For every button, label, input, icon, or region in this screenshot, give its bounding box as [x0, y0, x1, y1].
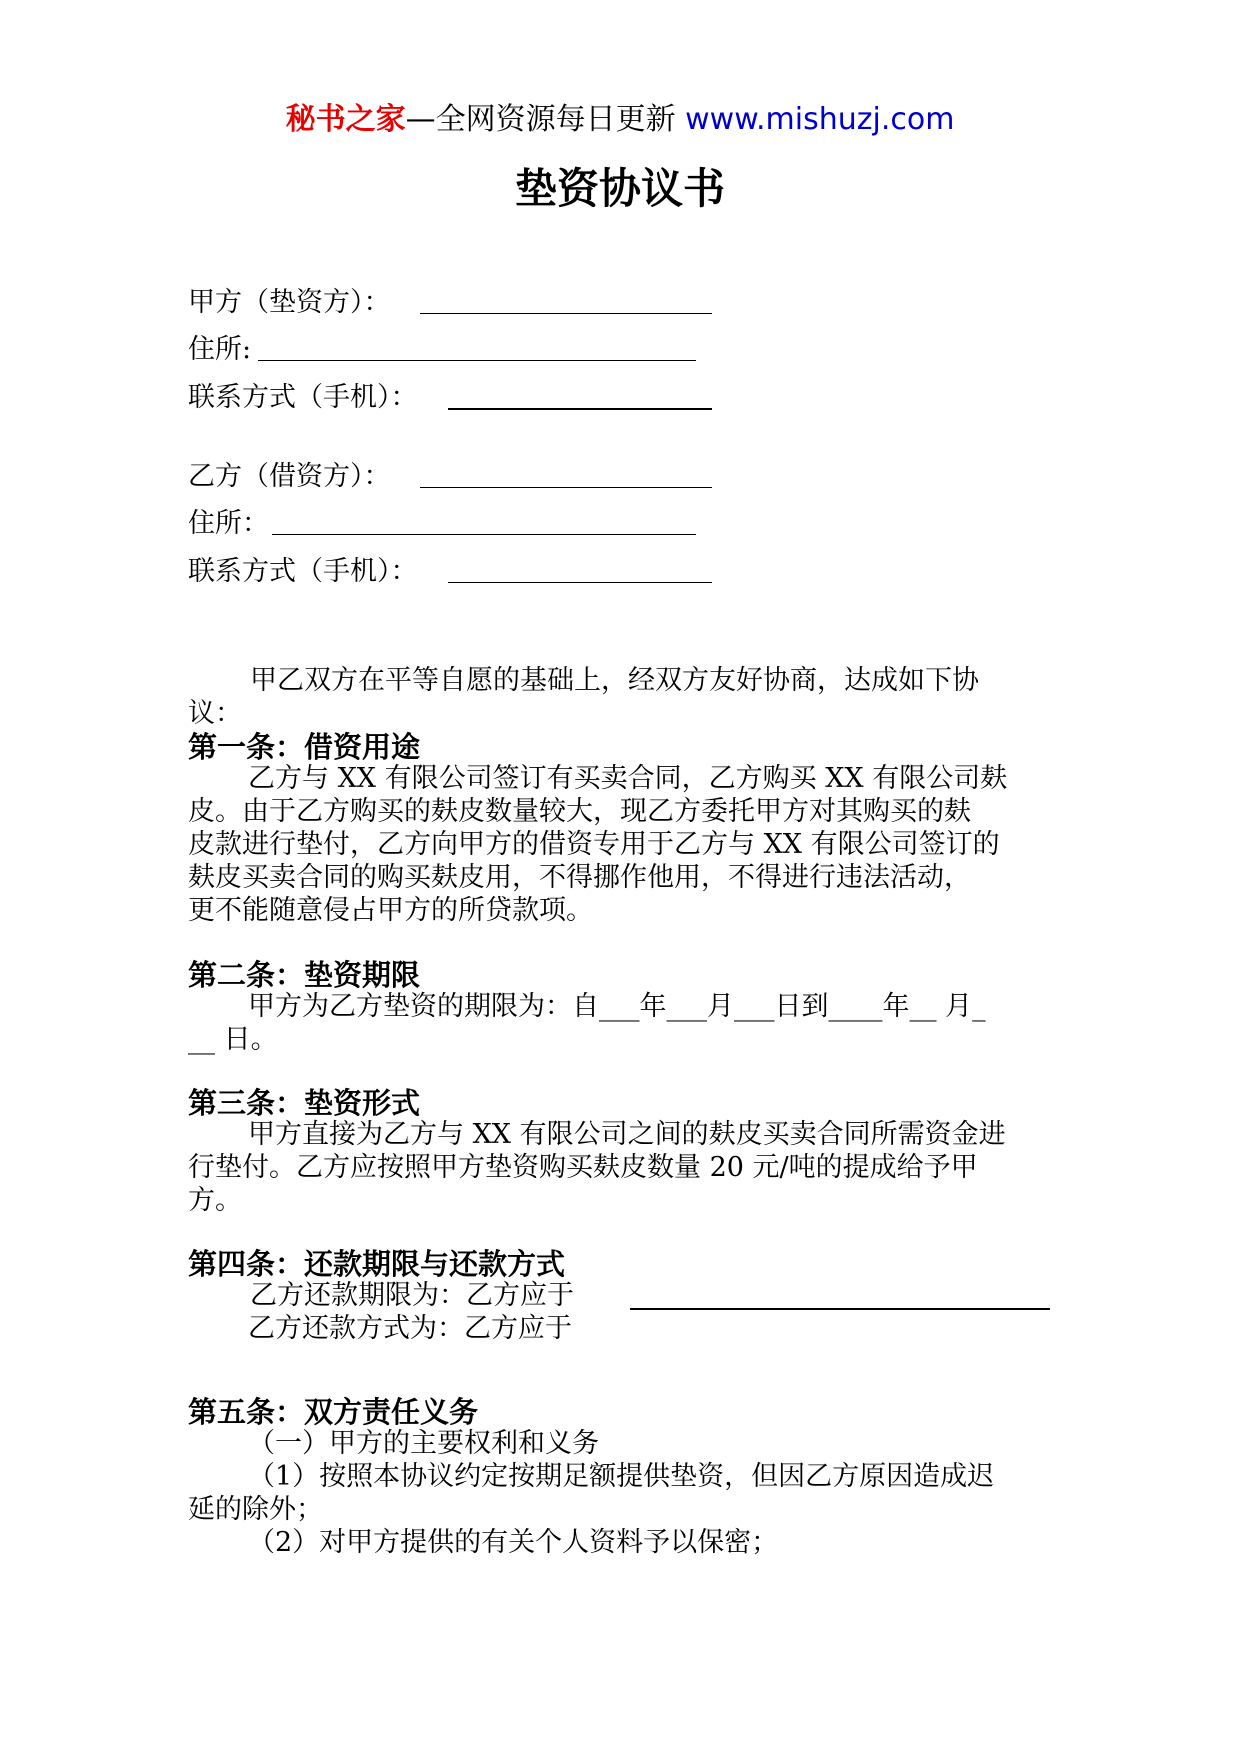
party-b-contact-label: 联系方式（手机）：	[188, 556, 418, 587]
party-a-contact-label: 联系方式（手机）：	[188, 382, 418, 413]
article-3-line: 方。	[188, 1185, 242, 1216]
party-b-address-blank	[272, 534, 696, 535]
article-4-heading: 第四条：还款期限与还款方式	[188, 1247, 566, 1281]
article-3-line: 甲方直接为乙方与 XX 有限公司之间的麸皮买卖合同所需资金进	[248, 1119, 1006, 1150]
intro-line: 议：	[188, 698, 242, 729]
article-2-heading: 第二条：垫资期限	[188, 958, 421, 992]
party-b-contact-blank	[448, 582, 712, 583]
party-a-contact-blank	[448, 408, 712, 410]
banner-tagline: —全网资源每日更新	[405, 102, 676, 137]
party-a-address-label: 住所:	[188, 334, 252, 365]
article-1-line: 更不能随意侵占甲方的所贷款项。	[188, 895, 593, 926]
article-1-line: 麸皮买卖合同的购买麸皮用，不得挪作他用，不得进行违法活动，	[188, 862, 971, 893]
article-5-line: （2）对甲方提供的有关个人资料予以保密；	[248, 1527, 779, 1558]
party-a-name-blank	[420, 313, 712, 314]
article-1-line: 乙方与 XX 有限公司签订有买卖合同，乙方购买 XX 有限公司麸	[248, 763, 1008, 794]
article-5-line: （1）按照本协议约定按期足额提供垫资，但因乙方原因造成迟	[248, 1461, 995, 1492]
article-2-line: __ 日。	[188, 1024, 278, 1055]
site-banner	[0, 100, 1240, 140]
article-1-line: 皮。由于乙方购买的麸皮数量较大，现乙方委托甲方对其购买的麸	[188, 796, 971, 827]
party-b-address-label: 住所：	[188, 508, 269, 539]
party-b-name-label: 乙方（借资方）：	[188, 461, 391, 492]
brand-name: 秘书之家	[285, 102, 406, 137]
article-5-line: 延的除外；	[188, 1494, 323, 1525]
party-a-address-blank	[258, 360, 696, 361]
repayment-term-line: 乙方还款期限为：乙方应于	[250, 1280, 574, 1311]
repayment-term-blank	[630, 1308, 1050, 1310]
repayment-method-line: 乙方还款方式为：乙方应于	[248, 1313, 572, 1344]
article-1-line: 皮款进行垫付，乙方向甲方的借资专用于乙方与 XX 有限公司签订的	[188, 829, 1000, 860]
article-5-subheading: （一）甲方的主要权利和义务	[248, 1428, 599, 1459]
article-2-line: 甲方为乙方垫资的期限为：自___年___月___日到____年__ 月_	[248, 991, 986, 1022]
article-3-heading: 第三条：垫资形式	[188, 1086, 421, 1120]
article-1-heading: 第一条：借资用途	[188, 730, 421, 764]
party-b-name-blank	[420, 487, 712, 488]
party-a-name-label: 甲方（垫资方）：	[188, 287, 391, 318]
article-3-line: 行垫付。乙方应按照甲方垫资购买麸皮数量 20 元/吨的提成给予甲	[188, 1152, 978, 1183]
intro-line: 甲乙双方在平等自愿的基础上，经双方友好协商，达成如下协	[250, 665, 979, 696]
document-title: 垫资协议书	[514, 164, 725, 213]
article-5-heading: 第五条：双方责任义务	[188, 1395, 479, 1429]
site-url-link[interactable]: www.mishuzj.com	[685, 102, 955, 137]
